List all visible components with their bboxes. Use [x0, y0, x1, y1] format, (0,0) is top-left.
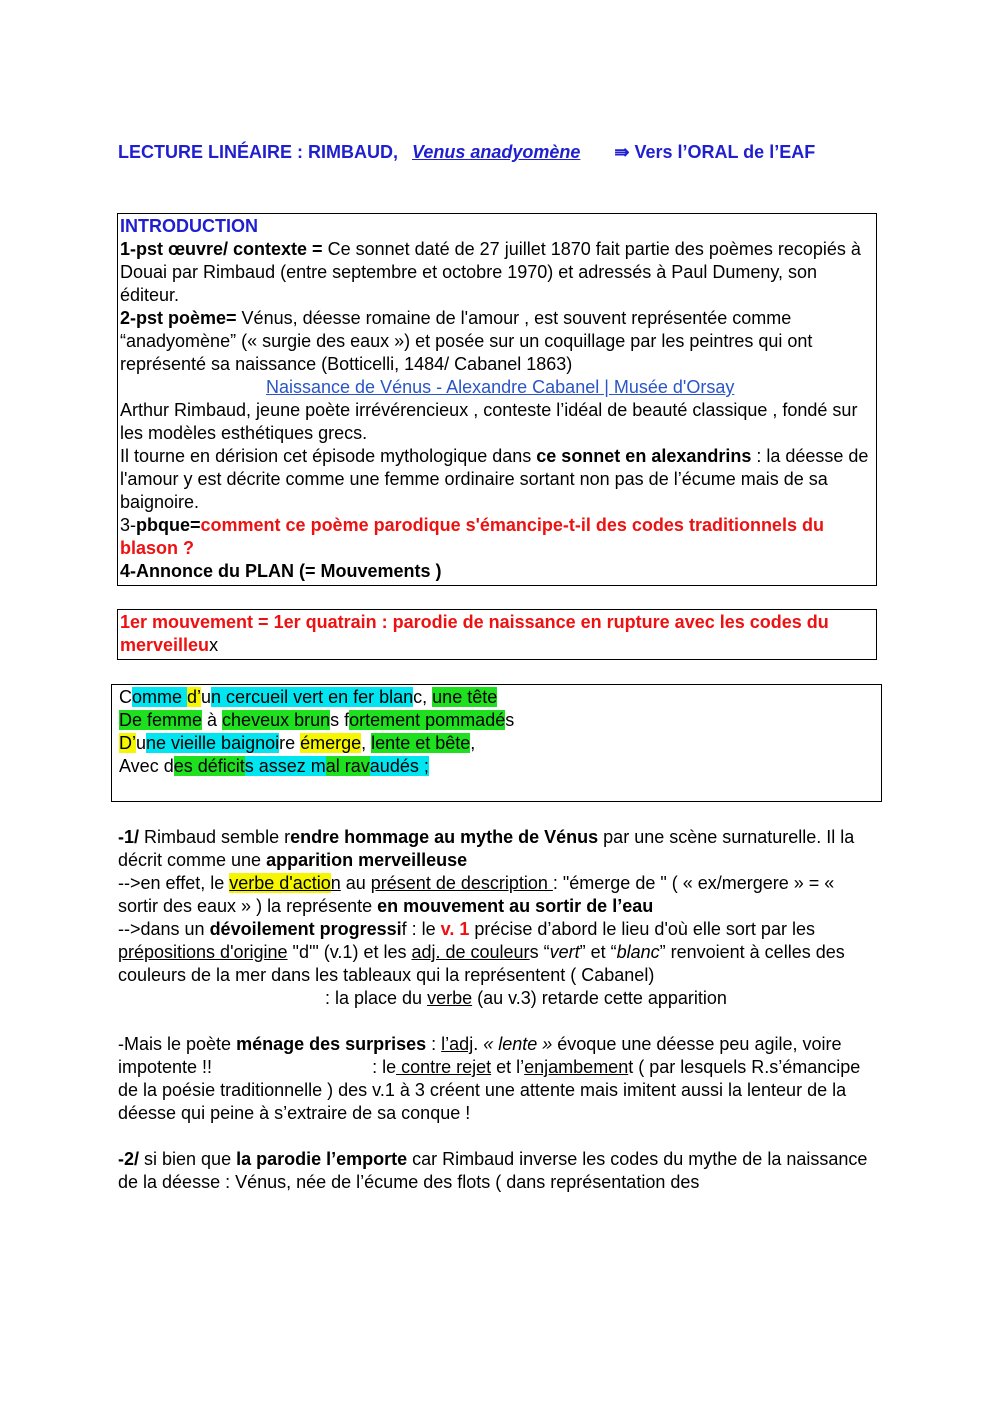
intro-paragraph-poem: 2-pst poème= Vénus, déesse romaine de l'amour , est souvent représentée comme “anadyomène” (« surgie des eaux ») et posée sur un coquillage par les peintres qui ont représenté sa naissance (Botticelli, 1484/ Cabanel 1863) — [120, 308, 813, 374]
document-title — [118, 140, 858, 164]
analysis-unveiling-point: -->dans un dévoilement progressif : le v. 1 précise d’abord le lieu d'où elle sort par les prépositions d'origine "d'" (v.1) et les adj. de couleurs “vert” et “blanc” renvoient à celles des couleurs de la mer dans les tableaux qui la représentent ( Cabanel) — [118, 919, 845, 985]
title-suffix: ⇛ Vers l’ORAL de l’EAF — [614, 142, 816, 162]
analysis-verb-point: -->en effet, le verbe d'action au présent de description : "émerge de " ( « ex/mergere » = « sortir des eaux » ) la représente en mouvement au sortir de l’eau — [118, 873, 835, 916]
intro-paragraph-derision: Il tourne en dérision cet épisode mythologique dans ce sonnet en alexandrins : la déesse de l'amour y est décrite comme une femme ordinaire sortant non pas de l’écume mais de sa baignoire. — [120, 446, 869, 512]
title-prefix: LECTURE LINÉAIRE : RIMBAUD, — [118, 142, 398, 162]
poem-line-4: Avec des déficits assez mal ravaudés ; — [119, 756, 429, 776]
cabanel-link[interactable]: Naissance de Vénus - Alexandre Cabanel | Musée d'Orsay — [266, 377, 735, 397]
poem-line-2: De femme à cheveux bruns fortement pommadés — [119, 710, 515, 730]
poem-line-3: D’une vieille baignoire émerge, lente et bête, — [119, 733, 476, 753]
introduction-box — [117, 213, 877, 586]
analysis-verb-placement: : la place du verbe (au v.3) retarde cette apparition — [325, 988, 727, 1008]
intro-plan: 4-Annonce du PLAN (= Mouvements ) — [120, 561, 442, 581]
analysis-section-1: -1/ Rimbaud semble rendre hommage au mythe de Vénus par une scène surnaturelle. Il la décrit comme une apparition merveilleuse — [118, 827, 855, 870]
movement1-title: 1er mouvement = 1er quatrain : parodie de naissance en rupture avec les codes du merveilleu — [120, 612, 829, 655]
intro-paragraph-context: 1-pst œuvre/ contexte = Ce sonnet daté de 27 juillet 1870 fait partie des poèmes recopiés à Douai par Rimbaud (entre septembre et octobre 1970) et adressés à Paul Dumeny, son éditeur. — [120, 239, 861, 305]
intro-problematique: 3-pbque=comment ce poème parodique s'émancipe-t-il des codes traditionnels du blason ? — [120, 515, 824, 558]
movement1-box: 1er mouvement = 1er quatrain : parodie de naissance en rupture avec les codes du merveilleux — [117, 609, 877, 660]
intro-paragraph-rimbaud: Arthur Rimbaud, jeune poète irrévérencieux , conteste l’idéal de beauté classique , fondé sur les modèles esthétiques grecs. — [120, 400, 858, 443]
introduction-heading: INTRODUCTION — [120, 216, 258, 236]
analysis-surprises: -Mais le poète ménage des surprises : l’adj. « lente » évoque une déesse peu agile, voire impotente !! : le contre rejet et l’enjambement ( par lesquels R.s’émancipe de la poésie traditionnelle ) des v.1 à 3 créent une attente mais imitent aussi la lenteur de la déesse qui peine à s’extraire de sa conque ! — [118, 1034, 861, 1123]
analysis-section-2: -2/ si bien que la parodie l’emporte car Rimbaud inverse les codes du mythe de la naissance de la déesse : Vénus, née de l’écume des flots ( dans représentation des — [118, 1149, 868, 1192]
title-work: Venus anadyomène — [412, 142, 581, 162]
poem-box — [111, 684, 882, 802]
poem-line-1: Comme d’un cercueil vert en fer blanc, une tête — [119, 687, 498, 707]
analysis-text — [118, 826, 878, 1194]
